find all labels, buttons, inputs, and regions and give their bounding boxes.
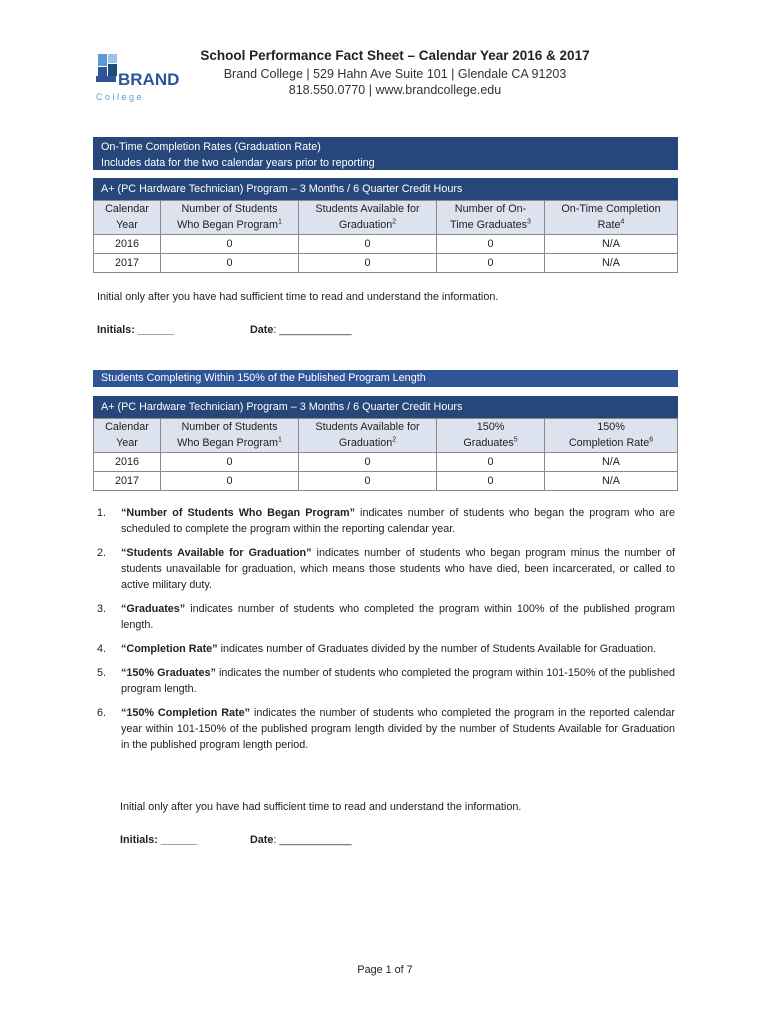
table-cell: 0 xyxy=(161,235,299,254)
table-cell: 2017 xyxy=(94,472,161,491)
section1-title: On-Time Completion Rates (Graduation Rate) xyxy=(101,141,321,153)
table-cell: N/A xyxy=(545,235,678,254)
list-item: 3. “Graduates” indicates number of students who completed the program within 100% of the published program length. xyxy=(97,603,675,631)
svg-text:C o l l e g e: C o l l e g e xyxy=(96,92,142,102)
col-header: Number of Students Who Began Program$^1$ xyxy=(161,419,299,453)
table-header-row xyxy=(94,419,678,453)
list-item: 1. “Number of Students Who Began Program” indicates number of students who began the program who are scheduled to complete the program within the reporting calendar year. xyxy=(97,507,675,535)
col-header: 150% Graduates$^5$ xyxy=(437,419,545,453)
table-cell: 0 xyxy=(299,235,437,254)
table-cell: 0 xyxy=(299,254,437,273)
section1-program-bar xyxy=(93,178,678,200)
table-header-row xyxy=(94,201,678,235)
initials-field-2[interactable]: Initials: ______ xyxy=(120,834,197,846)
completion-rate-table xyxy=(93,200,678,273)
table-cell: N/A xyxy=(545,472,678,491)
college-contact: 818.550.0770 | www.brandcollege.edu xyxy=(288,83,502,97)
section1-subtitle: Includes data for the two calendar years prior to reporting xyxy=(101,157,375,169)
col-header: On-Time Completion Rate$^4$ xyxy=(545,201,678,235)
table-row xyxy=(94,472,678,491)
table-cell: 2017 xyxy=(94,254,161,273)
document-header xyxy=(0,48,770,97)
completion-150-table xyxy=(93,418,678,491)
college-address: Brand College | 529 Hahn Ave Suite 101 | Glendale CA 91203 xyxy=(223,67,567,81)
table-cell: 0 xyxy=(161,254,299,273)
list-item: 6. “150% Completion Rate” indicates the number of students who completed the program in the reported calendar year within 101-150% of the published program length divided by the number of Students Available for Graduation in the published program length period. xyxy=(97,707,675,751)
table-cell: 0 xyxy=(437,472,545,491)
table-cell: 0 xyxy=(437,254,545,273)
col-header: Students Available for Graduation$^2$ xyxy=(299,201,437,235)
page-number: Page 1 of 7 xyxy=(357,964,413,976)
col-header: Number of Students Who Began Program$^1$ xyxy=(161,201,299,235)
section1-program: A+ (PC Hardware Technician) Program – 3 Months / 6 Quarter Credit Hours xyxy=(101,183,463,195)
date-field[interactable]: Date: ____________ xyxy=(250,324,352,336)
col-header: 150% Completion Rate$^6$ xyxy=(545,419,678,453)
list-item: 2. “Students Available for Graduation” indicates number of students who began program minus the number of students unavailable for graduation, which means those students who have died, been incarcerated, or called to active military duty. xyxy=(97,547,675,591)
table-cell: 0 xyxy=(161,472,299,491)
table-row xyxy=(94,453,678,472)
col-header: Calendar Year xyxy=(94,201,161,235)
col-header: Calendar Year xyxy=(94,419,161,453)
col-header: Number of On- Time Graduates$^3$ xyxy=(437,201,545,235)
table-cell: 0 xyxy=(299,472,437,491)
table-cell: 0 xyxy=(299,453,437,472)
section1-title-bar xyxy=(93,137,678,170)
table-row xyxy=(94,254,678,273)
table-cell: 0 xyxy=(437,235,545,254)
col-header: Students Available for Graduation$^2$ xyxy=(299,419,437,453)
section2-title-bar xyxy=(93,370,678,387)
acknowledgement-note-2: Initial only after you have had sufficient time to read and understand the information. xyxy=(120,801,522,813)
list-item: 4. “Completion Rate” indicates number of Graduates divided by the number of Students Available for Graduation. xyxy=(97,643,657,655)
table-cell: 2016 xyxy=(94,235,161,254)
section2-program: A+ (PC Hardware Technician) Program – 3 Months / 6 Quarter Credit Hours xyxy=(101,401,463,413)
table-cell: 2016 xyxy=(94,453,161,472)
table-cell: 0 xyxy=(161,453,299,472)
section2-title: Students Completing Within 150% of the Published Program Length xyxy=(101,372,426,384)
date-field-2[interactable]: Date: ____________ xyxy=(250,834,352,846)
acknowledgement-note: Initial only after you have had sufficient time to read and understand the information. xyxy=(97,291,499,303)
definitions-list xyxy=(97,505,675,761)
table-cell: N/A xyxy=(545,254,678,273)
svg-text:BRAND: BRAND xyxy=(118,70,180,89)
section2-program-bar xyxy=(93,396,678,418)
initials-field[interactable]: Initials: ______ xyxy=(97,324,174,336)
document-title: School Performance Fact Sheet – Calendar Year 2016 & 2017 xyxy=(200,48,590,63)
table-row xyxy=(94,235,678,254)
table-cell: 0 xyxy=(437,453,545,472)
table-cell: N/A xyxy=(545,453,678,472)
list-item: 5. “150% Graduates” indicates the number of students who completed the program within 101-150% of the published program length. xyxy=(97,667,675,695)
